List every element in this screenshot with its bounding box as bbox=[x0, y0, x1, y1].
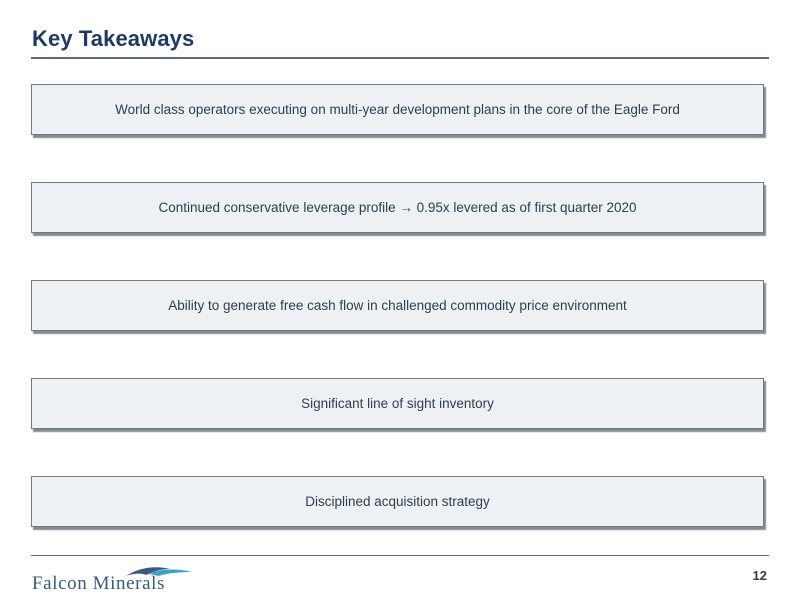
company-logo bbox=[32, 564, 202, 594]
takeaway-box bbox=[31, 476, 764, 527]
takeaway-text: Significant line of sight inventory bbox=[301, 396, 494, 411]
takeaways-list bbox=[31, 84, 767, 527]
takeaway-box bbox=[31, 182, 764, 233]
takeaway-box bbox=[31, 84, 764, 135]
title-divider bbox=[31, 57, 769, 59]
page-number: 12 bbox=[752, 568, 767, 583]
takeaway-text: Ability to generate free cash flow in challenged commodity price environment bbox=[168, 298, 627, 313]
takeaway-text: World class operators executing on multi-year development plans in the core of the Eagle Ford bbox=[115, 102, 680, 117]
logo-text: Falcon Minerals bbox=[32, 573, 166, 594]
takeaway-box bbox=[31, 280, 764, 331]
slide-title: Key Takeaways bbox=[32, 26, 195, 51]
takeaway-text: Disciplined acquisition strategy bbox=[305, 494, 490, 509]
takeaway-text: Continued conservative leverage profile → 0.95x levered as of first quarter 2020 bbox=[158, 200, 637, 215]
footer-divider bbox=[31, 555, 769, 556]
takeaway-box bbox=[31, 378, 764, 429]
